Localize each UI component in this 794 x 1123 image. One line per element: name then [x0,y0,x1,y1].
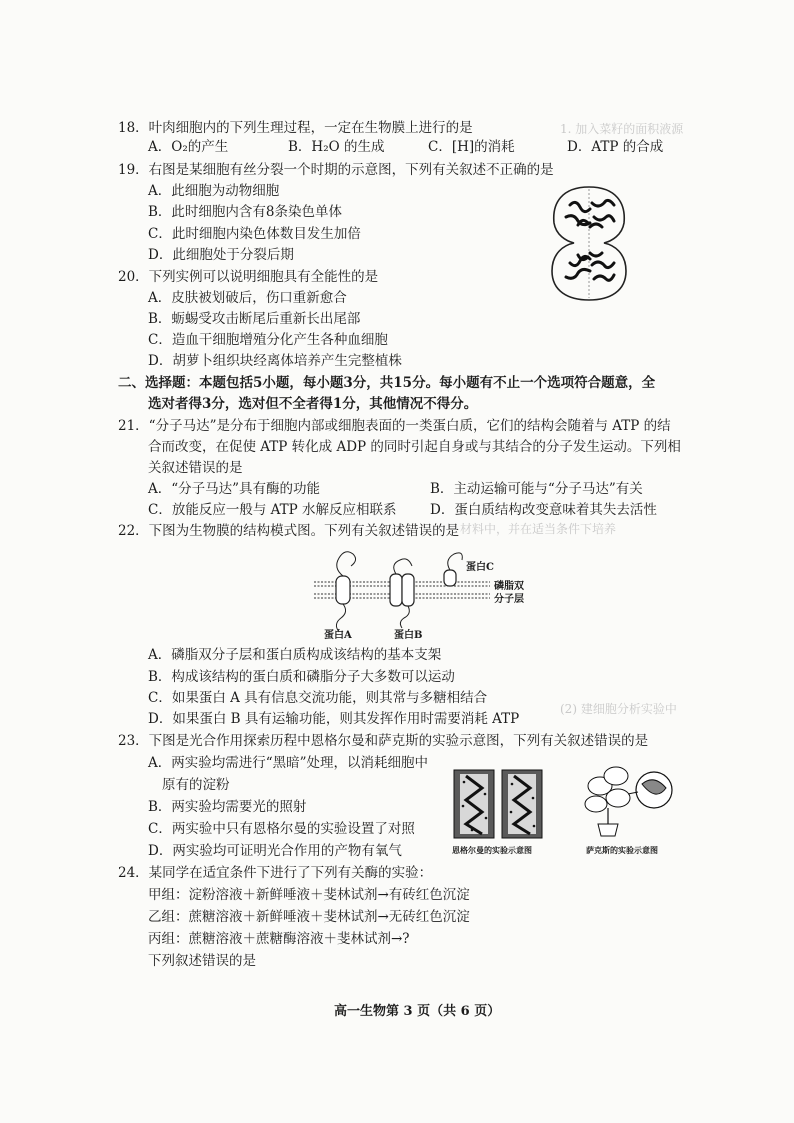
protein-c-label: 蛋白C [466,562,494,573]
q18-option-a: A．O₂的产生 [148,139,229,155]
q22-option-b: B．构成该结构的蛋白质和磷脂分子大多数可以运动 [148,669,455,685]
q20-option-b: B．蛎蜴受攻击断尾后重新长出尾部 [148,311,361,327]
q20-option-d: D．胡萝卜组织块经离体培养产生完整植株 [148,353,402,369]
q23-option-d: D．两实验均可证明光合作用的产物有氧气 [148,843,402,859]
q20-stem: 20．下列实例可以说明细胞具有全能性的是 [118,269,379,285]
phospholipid-bilayer-label: 磷脂双 [494,581,524,592]
engelmann-figure-caption: 恩格尔曼的实验示意图 [452,845,532,855]
sachs-experiment-figure [580,764,676,840]
q23-option-b: B．两实验均需要光的照射 [148,799,307,815]
q21-stem-cont: 合而改变，在促使 ATP 转化成 ADP 的同时引起自身或与其结合的分子发生运动。下列相 [148,439,681,455]
q21-option-b: B．主动运输可能与“分子马达”有关 [430,481,643,497]
q19-option-a: A．此细胞为动物细胞 [148,183,280,199]
q20-option-c: C．造血干细胞增殖分化产生各种血细胞 [148,332,388,348]
q24-group-3: 丙组：蔗糖溶液＋蔗糖酶溶液＋斐林试剂→? [148,931,410,947]
q24-group-2: 乙组：蔗糖溶液＋新鲜唾液＋斐林试剂→无砖红色沉淀 [148,909,470,925]
protein-b-label: 蛋白B [394,630,423,641]
q24-group-1: 甲组：淀粉溶液＋新鲜唾液＋斐林试剂→有砖红色沉淀 [148,887,470,903]
q21-stem: 21．“分子马达”是分布于细胞内部或细胞表面的一类蛋白质，它们的结构会随着与 ATP 的结 [118,418,671,434]
bleed-through-text: (2) 建细胞分析实验中 [560,702,677,716]
q24-stem: 24．某同学在适宜条件下进行了下列有关酶的实验： [118,865,433,881]
q23-stem: 23．下图是光合作用探索历程中恩格尔曼和萨克斯的实验示意图，下列有关叙述错误的是 [118,733,649,749]
q19-option-d: D．此细胞处于分裂后期 [148,247,294,263]
page-footer: 高一生物第 3 页（共 6 页） [334,1004,501,1019]
q22-stem: 22．下图为生物膜的结构模式图。下列有关叙述错误的是 [118,523,460,539]
q21-option-a: A．“分子马达”具有酶的功能 [148,481,321,497]
phospholipid-bilayer-label: 分子层 [494,594,524,605]
q23-option-a-cont: 原有的淀粉 [162,777,230,793]
q20-option-a: A．皮肤被划破后，伤口重新愈合 [148,290,347,306]
q24-question: 下列叙述错误的是 [148,953,256,969]
q18-option-b: B．H₂O 的生成 [288,139,385,155]
section-heading: 二、选择题：本题包括5小题，每小题3分，共15分。每小题有不止一个选项符合题意，全 [118,375,656,391]
q22-option-c: C．如果蛋白 A 具有信息交流功能，则其常与多糖相结合 [148,690,488,706]
mitosis-cell-figure [548,183,630,303]
q21-option-d: D．蛋白质结构改变意味着其失去活性 [430,502,657,518]
q19-option-b: B．此时细胞内含有8条染色单体 [148,204,343,220]
q22-option-a: A．磷脂双分子层和蛋白质构成该结构的基本支架 [148,647,442,663]
bleed-through-text: 1. 加入菜籽的面积液源 [560,122,684,136]
q21-option-c: C．放能反应一般与 ATP 水解反应相联系 [148,502,397,518]
q18-option-c: C．[H]的消耗 [428,139,515,155]
q21-stem-cont: 关叙述错误的是 [148,460,243,476]
sachs-figure-caption: 萨克斯的实验示意图 [586,845,658,855]
q18-option-d: D．ATP 的合成 [567,139,664,155]
section-heading-cont: 选对者得3分，选对但不全者得1分，其他情况不得分。 [148,396,478,412]
q19-stem: 19．右图是某细胞有丝分裂一个时期的示意图，下列有关叙述不正确的是 [118,162,554,178]
q23-option-c: C．两实验中只有恩格尔曼的实验设置了对照 [148,821,415,837]
q23-option-a: A．两实验均需进行“黑暗”处理，以消耗细胞中 [148,755,429,771]
q19-option-c: C．此时细胞内染色体数目发生加倍 [148,226,361,242]
engelmann-experiment-figure [452,768,546,840]
protein-a-label: 蛋白A [324,630,352,641]
membrane-model-figure [312,540,492,640]
q18-stem: 18．叶肉细胞内的下列生理过程，一定在生物膜上进行的是 [118,120,473,136]
bleed-through-text: 材料中，并在适当条件下培养 [460,522,617,536]
q22-option-d: D．如果蛋白 B 具有运输功能，则其发挥作用时需要消耗 ATP [148,711,520,727]
